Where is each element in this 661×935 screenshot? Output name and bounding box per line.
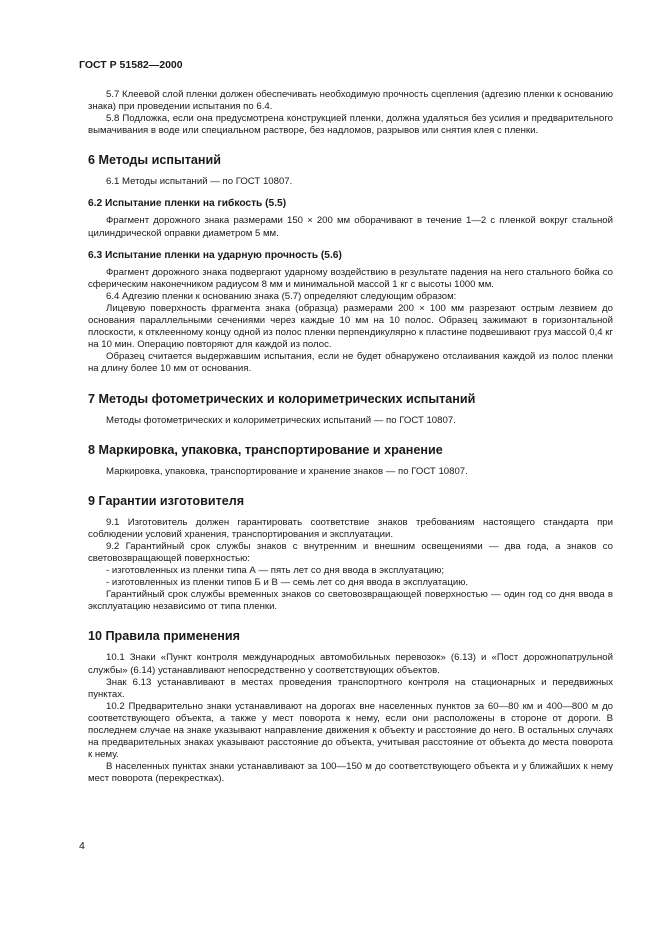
section-heading-6: 6 Методы испытаний <box>88 153 221 168</box>
paragraph-7-body: Методы фотометрических и колориметрических испытаний — по ГОСТ 10807. <box>106 414 456 426</box>
subsection-heading-6-3: 6.3 Испытание пленки на ударную прочность (5.6) <box>88 249 342 261</box>
paragraph-9-1: 9.1 Изготовитель должен гарантировать соответствие знаков требованиям настоящего стандарта при соблюдении условий хранения, транспортирования и эксплуатации. <box>88 516 613 540</box>
paragraph-10-1: 10.1 Знаки «Пункт контроля международных автомобильных перевозок» (6.13) и «Пост дорожнопатрульной службы» (6.14) устанавливают непосредственно у соответствующих объектов. <box>88 652 613 676</box>
paragraph-5-8: 5.8 Подложка, если она предусмотрена конструкцией пленки, должна удаляться без усилия и предварительного вымачивания в воде или специальном растворе, без надломов, разрывов или снятия клея с пленки. <box>88 113 613 137</box>
list-item-type-a: - изготовленных из пленки типа А — пять лет со дня ввода в эксплуатацию; <box>106 565 445 577</box>
paragraph-6-4: 6.4 Адгезию пленки к основанию знака (5.7) определяют следующим образом: <box>106 290 457 302</box>
document-body <box>88 89 613 785</box>
paragraph-5-7: 5.7 Клеевой слой пленки должен обеспечивать необходимую прочность сцепления (адгезию пленки к основанию знака) при проведении испытания по 6.4. <box>88 89 613 113</box>
paragraph-9-2: 9.2 Гарантийный срок службы знаков с внутренним и внешним освещениями — два года, а знаков со световозвращающей поверхностью: <box>88 540 613 564</box>
paragraph-6-1: 6.1 Методы испытаний — по ГОСТ 10807. <box>106 176 293 188</box>
paragraph-6-4-criteria: Образец считается выдержавшим испытания, если не будет обнаружено отслаивания каждой из полос пленки на длину более 10 мм от основания. <box>88 351 613 375</box>
page-number: 4 <box>79 840 85 852</box>
paragraph-8-body: Маркировка, упаковка, транспортирование и хранение знаков — по ГОСТ 10807. <box>106 465 468 477</box>
document-header-code: ГОСТ Р 51582—2000 <box>79 59 183 71</box>
list-item-type-b-v: - изготовленных из пленки типов Б и В — семь лет со дня ввода в эксплуатацию. <box>106 577 469 589</box>
paragraph-6-2-body: Фрагмент дорожного знака размерами 150 × 200 мм оборачивают в течение 1—2 с пленкой вокруг стальной цилиндрической оправки диаметром 5 мм. <box>88 215 613 239</box>
section-heading-7: 7 Методы фотометрических и колориметрических испытаний <box>88 391 476 406</box>
paragraph-10-2-settlements: В населенных пунктах знаки устанавливают за 100—150 м до соответствующего объекта и у ближайших к нему мест поворота (перекрестках). <box>88 761 613 785</box>
paragraph-10-2: 10.2 Предварительно знаки устанавливают на дорогах вне населенных пунктов за 60—80 км и 400—800 м до соответствующего объекта, а также у мест поворота к нему, если они расположены в стороне от дороги. В последнем случае на знаке указывают направление движения к объекту и расстояние до него. В остальных случаях на предварительных знаках указывают расстояние до объекта, учитывая расстояние от объекта до места поворота к нему. <box>88 700 613 761</box>
paragraph-10-1-sign: Знак 6.13 устанавливают в местах проведения транспортного контроля на стационарных и передвижных пунктах. <box>88 676 613 700</box>
paragraph-6-3-body: Фрагмент дорожного знака подвергают ударному воздействию в результате падения на него стального бойка со сферическим наконечником радиусом 8 мм и минимальной массой 1 кг с высоты 1000 мм. <box>88 266 613 290</box>
paragraph-6-4-method: Лицевую поверхность фрагмента знака (образца) размерами 200 × 100 мм разрезают острым лезвием до основания параллельными сечениями через каждые 10 мм на 10 полос. Образец зажимают в горизонтальной плоскости, к отклеенному концу одной из полос пленки перпендикулярно к пластине подвешивают груз массой 0,4 кг на 10 мин. Операцию повторяют для каждой из полос. <box>88 302 613 351</box>
section-heading-9: 9 Гарантии изготовителя <box>88 493 245 508</box>
section-heading-10: 10 Правила применения <box>88 629 240 644</box>
paragraph-9-2-temporary: Гарантийный срок службы временных знаков со световозвращающей поверхностью — один год со дня ввода в эксплуатацию независимо от типа пленки. <box>88 589 613 613</box>
section-heading-8: 8 Маркировка, упаковка, транспортирование и хранение <box>88 442 443 457</box>
subsection-heading-6-2: 6.2 Испытание пленки на гибкость (5.5) <box>88 198 287 210</box>
